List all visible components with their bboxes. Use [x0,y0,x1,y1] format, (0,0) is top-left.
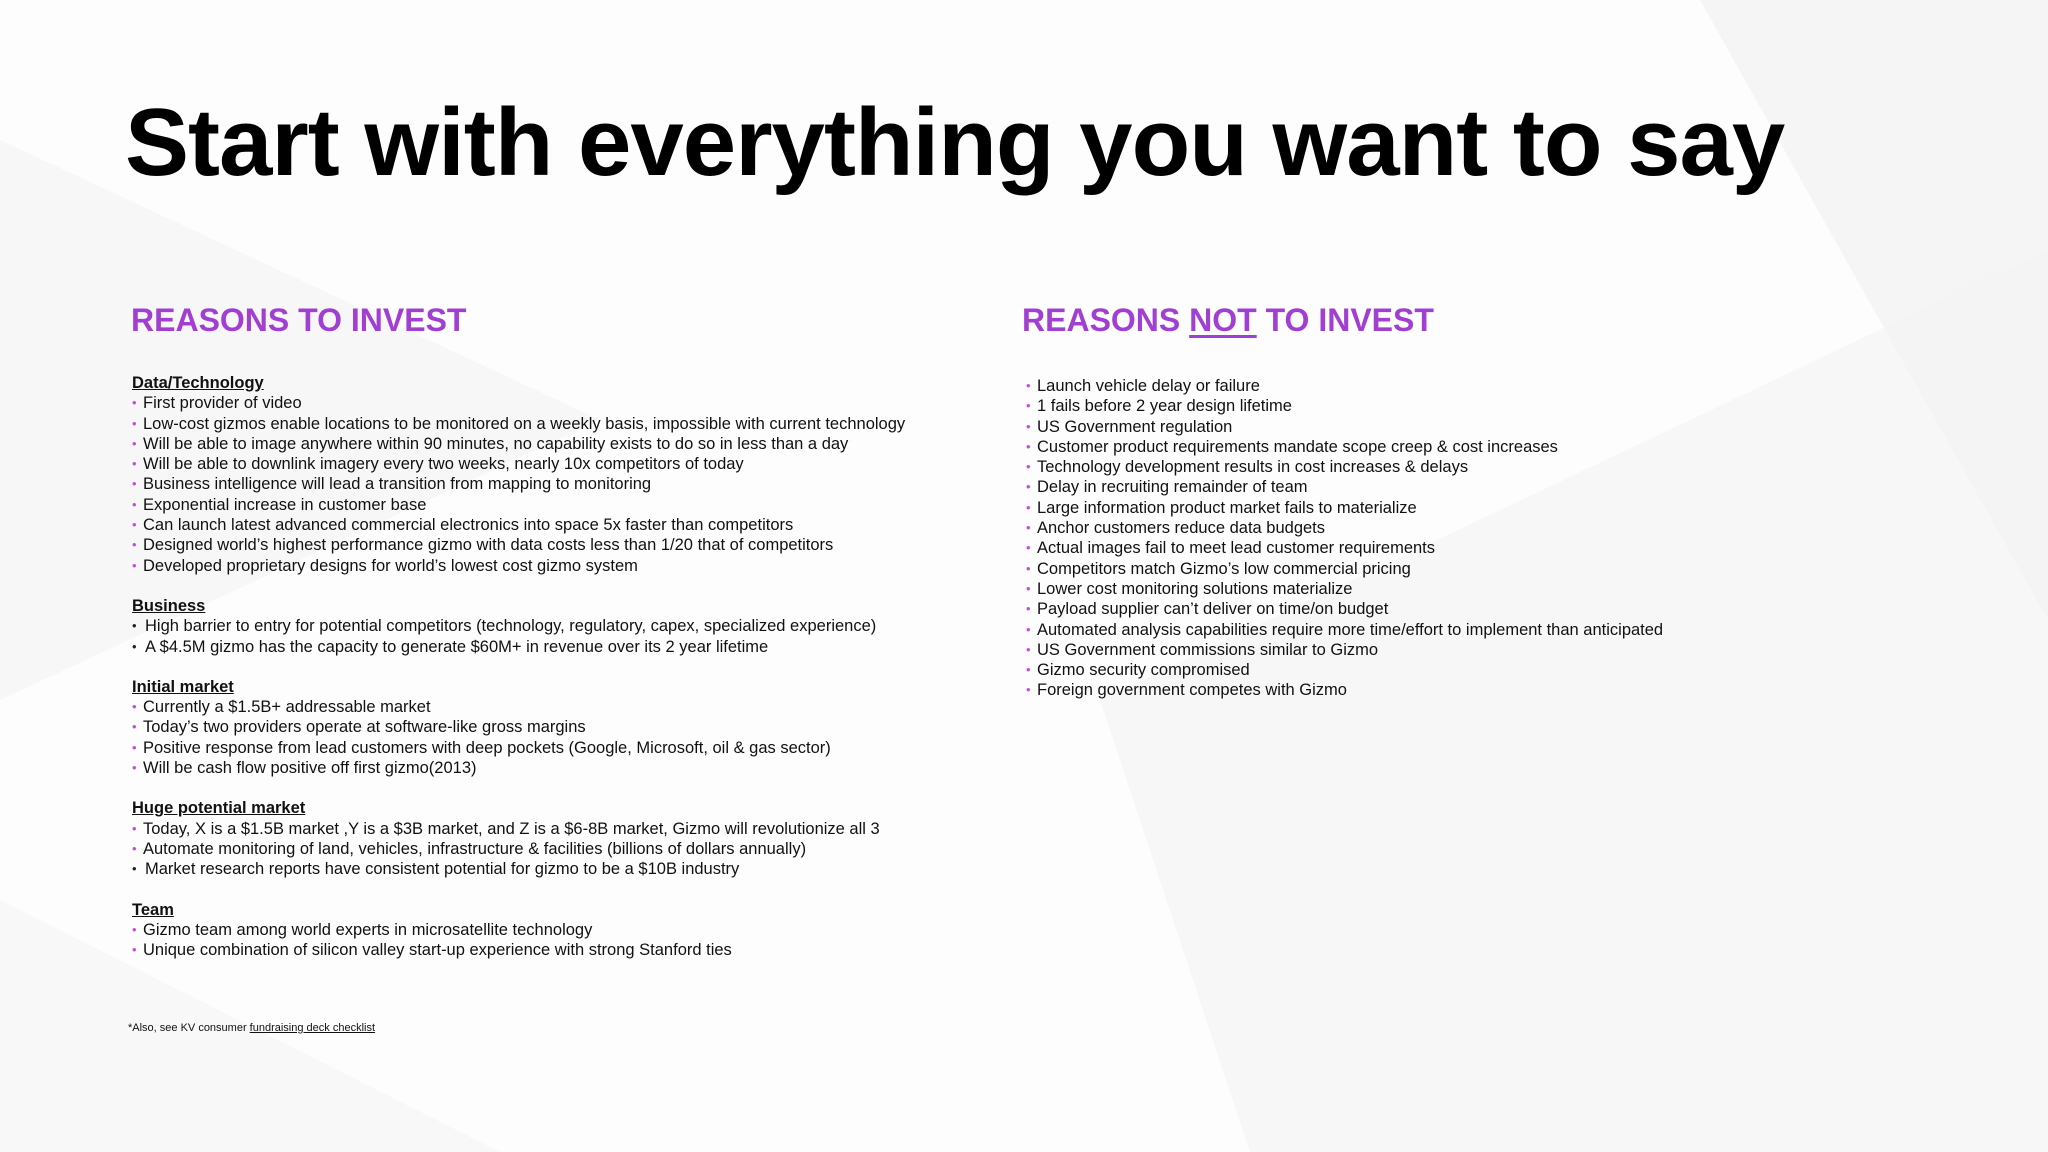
reasons-not-to-invest-heading [1022,302,1434,339]
list-item-text: Will be able to downlink imagery every two weeks, nearly 10x competitors of today [143,455,744,474]
list-item [132,637,1032,657]
list-item-text: Gizmo team among world experts in microsatellite technology [143,920,593,939]
list-item [132,697,1032,717]
list-item [132,738,1032,758]
list-item-text: Launch vehicle delay or failure [1037,377,1260,395]
section-initial-market [132,677,1032,778]
list-item-text: Competitors match Gizmo’s low commercial pricing [1037,559,1411,578]
list-item-text: Business intelligence will lead a transition from mapping to monitoring [143,475,652,494]
bullet-icon: • [1026,601,1031,617]
list-item-text: Low-cost gizmos enable locations to be monitored on a weekly basis, impossible with current technology [143,414,906,433]
list-item-text: US Government commissions similar to Gizmo [1037,640,1379,659]
list-item [132,859,1032,879]
list-item-text: A $4.5M gizmo has the capacity to generate $60M+ in revenue over its 2 year lifetime [145,637,769,656]
list-item [1026,396,1926,416]
bullet-icon: • [132,395,137,411]
list-item [1026,538,1926,558]
list-item-text: Today’s two providers operate at software-like gross margins [143,718,586,737]
bullet-icon: • [1026,438,1031,454]
bullet-icon: • [132,415,137,431]
section-title: Team [132,900,174,919]
section-huge-potential-market [132,798,1032,879]
bullet-icon: • [1026,682,1031,698]
list-item-text: Designed world’s highest performance gizmo with data costs less than 1/20 that of competitors [143,536,834,555]
list-item [132,616,1032,636]
bullet-icon: • [132,496,137,512]
section-title: Huge potential market [132,799,306,818]
list-item-text: Payload supplier can’t deliver on time/on budget [1037,600,1389,619]
bullet-icon: • [1026,560,1031,576]
bullet-icon: • [132,861,137,877]
list-item-text: US Government regulation [1037,417,1233,436]
list-item [1026,518,1926,538]
list-item-text: Automate monitoring of land, vehicles, infrastructure & facilities (billions of dollars annually) [143,839,807,858]
list-item-text: Can launch latest advanced commercial electronics into space 5x faster than competitors [143,516,794,535]
section-title: Business [132,596,206,615]
list-item-text: Exponential increase in customer base [143,495,427,514]
bullet-icon: • [132,760,137,776]
bullet-icon: • [132,820,137,836]
list-item-text: Gizmo security compromised [1037,661,1250,680]
heading-not-underlined: NOT [1189,302,1257,338]
list-item [132,434,1032,454]
list-item [1026,660,1926,680]
list-item-text: Lower cost monitoring solutions materialize [1037,579,1353,598]
list-item [1026,620,1926,640]
list-item [132,819,1032,839]
list-item-text: Will be cash flow positive off first gizmo(2013) [143,759,477,778]
list-item-text: Market research reports have consistent potential for gizmo to be a $10B industry [145,860,740,879]
bullet-icon: • [132,942,137,958]
bullet-icon: • [132,517,137,533]
list-item [1026,680,1926,700]
list-item-text: Actual images fail to meet lead customer requirements [1037,539,1436,558]
reasons-not-to-invest-list [1026,376,1926,701]
list-item-text: Automated analysis capabilities require more time/effort to implement than anticipated [1037,620,1664,639]
list-item [1026,498,1926,518]
list-item-text: Will be able to image anywhere within 90 minutes, no capability exists to do so in less than a day [143,434,849,453]
section-title: Initial market [132,677,234,696]
heading-prefix: REASONS [1022,302,1190,338]
list-item-text: Technology development results in cost increases & delays [1037,458,1469,477]
footnote-text: *Also, see KV consumer [128,1022,250,1034]
bullet-icon: • [132,840,137,856]
bullet-icon: • [1026,378,1031,393]
list-item [132,393,1032,413]
footnote [128,1022,375,1034]
list-item [132,515,1032,535]
heading-suffix: TO INVEST [1256,302,1434,338]
list-item [1026,477,1926,497]
bullet-icon: • [1026,499,1031,515]
list-item [132,495,1032,515]
list-item [1026,640,1926,660]
bullet-icon: • [1026,641,1031,657]
list-item-text: Currently a $1.5B+ addressable market [143,698,431,717]
bullet-icon: • [1026,520,1031,536]
bullet-icon: • [132,699,137,715]
list-item-text: Delay in recruiting remainder of team [1037,478,1308,497]
bullet-icon: • [1026,662,1031,678]
bullet-icon: • [132,456,137,472]
section-business [132,596,1032,657]
list-item-text: Large information product market fails to materialize [1037,498,1417,517]
list-item [132,839,1032,859]
list-item-text: Today, X is a $1.5B market ,Y is a $3B market, and Z is a $6-8B market, Gizmo will revolutionize all 3 [143,819,880,838]
reasons-to-invest-heading: REASONS TO INVEST [131,302,467,338]
list-item-text: Customer product requirements mandate scope creep & cost increases [1037,437,1558,456]
reasons-to-invest-list [132,373,1032,980]
list-item [1026,376,1926,396]
list-item [132,474,1032,494]
list-item-text: Unique combination of silicon valley start-up experience with strong Stanford ties [143,941,732,960]
list-item [1026,579,1926,599]
section-data-technology [132,373,1032,576]
list-item [132,414,1032,434]
bullet-icon: • [1026,580,1031,596]
section-title: Data/Technology [132,374,264,392]
list-item-text: High barrier to entry for potential competitors (technology, regulatory, capex, specialized experience) [145,617,877,636]
bullet-icon: • [1026,621,1031,637]
bullet-icon: • [132,435,137,451]
list-item-text: Developed proprietary designs for world’s lowest cost gizmo system [143,556,638,575]
list-item-text: First provider of video [143,394,302,413]
bullet-icon: • [132,739,137,755]
list-item [132,535,1032,555]
bullet-icon: • [132,719,137,735]
list-item-text: 1 fails before 2 year design lifetime [1037,397,1292,416]
list-item [1026,437,1926,457]
bullet-icon: • [132,557,137,573]
list-item [132,454,1032,474]
bullet-icon: • [132,537,137,553]
list-item [132,556,1032,576]
bullet-icon: • [132,638,137,654]
bullet-icon: • [1026,479,1031,495]
list-item-text: Positive response from lead customers with deep pockets (Google, Microsoft, oil & gas sector) [143,738,831,757]
list-item [1026,457,1926,477]
fundraising-deck-checklist-link[interactable]: fundraising deck checklist [249,1022,376,1034]
list-item [132,717,1032,737]
slide-title: Start with everything you want to say [125,89,1785,196]
bullet-icon: • [1026,459,1031,475]
list-item [1026,417,1926,437]
list-item [1026,599,1926,619]
list-item-text: Foreign government competes with Gizmo [1037,681,1347,700]
section-team [132,900,1032,961]
list-item [132,758,1032,778]
list-item-text: Anchor customers reduce data budgets [1037,519,1326,538]
bullet-icon: • [132,618,137,634]
bullet-icon: • [1026,540,1031,556]
list-item [132,940,1032,960]
list-item [132,920,1032,940]
bullet-icon: • [132,476,137,492]
list-item [1026,559,1926,579]
bullet-icon: • [1026,418,1031,434]
bullet-icon: • [132,921,137,937]
bullet-icon: • [1026,398,1031,414]
